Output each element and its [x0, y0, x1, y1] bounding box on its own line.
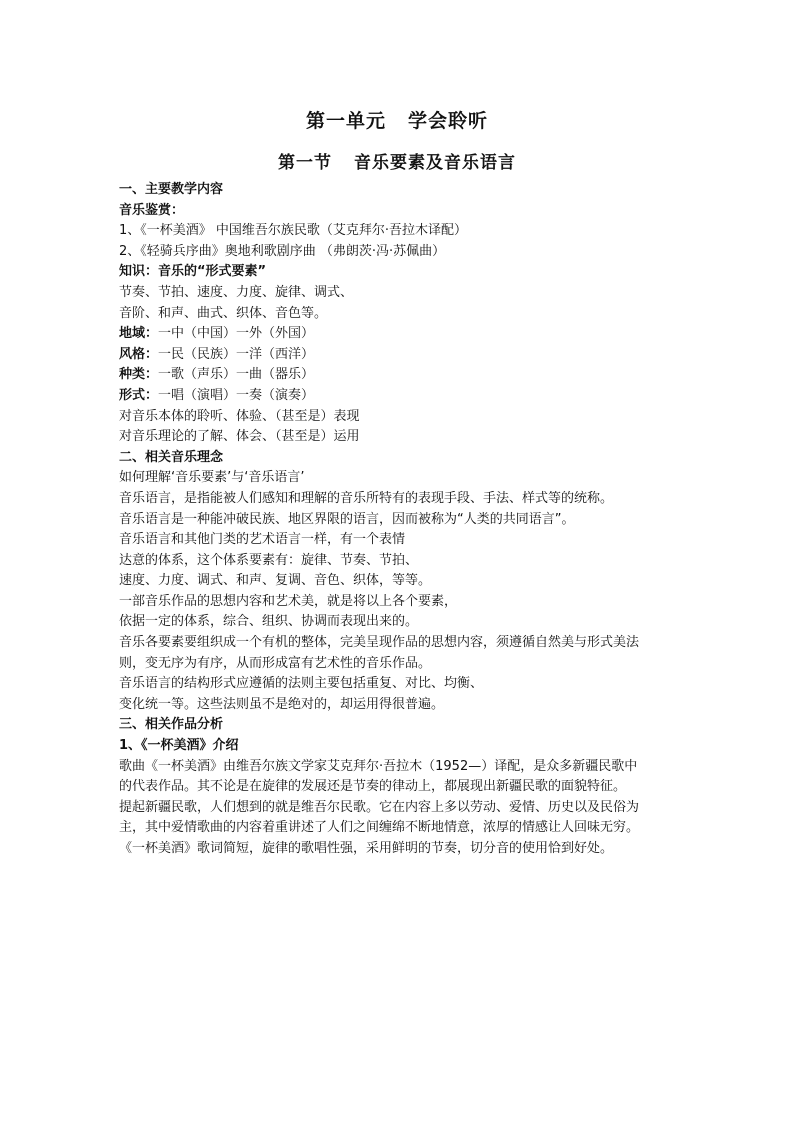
- heading-line: [119, 201, 689, 222]
- text-line: [119, 427, 689, 448]
- unit-title-number: 第一单元: [305, 110, 386, 132]
- text-line: [119, 386, 689, 407]
- text-line: [119, 468, 689, 489]
- line-text: 歌曲《一杯美酒》由维吾尔族文学家艾克拜尔·吾拉木（1952—）译配，是众多新疆民歌中: [119, 758, 638, 774]
- line-text: 提起新疆民歌，人们想到的就是维吾尔民歌。它在内容上多以劳动、爱情、历史以及民俗为: [119, 799, 640, 815]
- text-line: [119, 571, 689, 592]
- unit-title: [0, 106, 794, 133]
- heading-line: [119, 736, 689, 757]
- body-text: [119, 180, 689, 860]
- heading-line: [119, 180, 689, 201]
- line-text: 1、《一杯美酒》介绍: [119, 738, 239, 754]
- line-text: 1、《一杯美酒》 中国维吾尔族民歌（艾克拜尔·吾拉木译配）: [119, 223, 468, 239]
- heading-line: [119, 715, 689, 736]
- heading-line: [119, 262, 689, 283]
- line-text: 依据一定的体系，综合、组织、协调而表现出来的。: [119, 614, 419, 630]
- line-text: 一唱（演唱）一奏（演奏）: [158, 387, 315, 403]
- line-text: 音乐语言是一种能冲破民族、地区界限的语言，因而被称为“人类的共同语言”。: [119, 511, 575, 527]
- line-text: 对音乐理论的了解、体会、（甚至是）运用: [119, 429, 360, 445]
- line-text: 2、《轻骑兵序曲》奥地利歌剧序曲 （弗朗茨·冯·苏佩曲）: [119, 243, 446, 259]
- line-text: 节奏、节拍、速度、力度、旋律、调式、: [119, 284, 354, 300]
- text-line: [119, 757, 689, 778]
- line-label: 风格：: [119, 346, 159, 362]
- text-line: [119, 345, 689, 366]
- text-line: [119, 551, 689, 572]
- text-line: [119, 221, 689, 242]
- heading-line: [119, 448, 689, 469]
- text-line: [119, 674, 689, 695]
- text-line: [119, 242, 689, 263]
- line-text: 音乐语言和其他门类的艺术语言一样，有一个表情: [119, 532, 406, 548]
- text-line: [119, 324, 689, 345]
- line-text: 音阶、和声、曲式、织体、音色等。: [119, 305, 328, 321]
- text-line: [119, 612, 689, 633]
- line-text: 二、相关音乐理念: [119, 449, 224, 465]
- section-title-name: 音乐要素及音乐语言: [354, 153, 516, 173]
- text-line: [119, 633, 689, 654]
- line-text: 一歌（声乐）一曲（器乐）: [158, 367, 315, 383]
- text-line: [119, 695, 689, 716]
- line-label: 种类：: [119, 367, 159, 383]
- text-line: [119, 365, 689, 386]
- line-text: 主，其中爱情歌曲的内容着重讲述了人们之间缠绵不断地情意，浓厚的情感让人回味无穷。: [119, 820, 640, 836]
- line-text: 达意的体系，这个体系要素有：旋律、节奏、节拍、: [119, 552, 419, 568]
- line-text: 对音乐本体的聆听、体验、（甚至是）表现: [119, 408, 360, 424]
- section-title: [0, 148, 794, 173]
- line-text: 音乐语言的结构形式应遵循的法则主要包括重复、对比、均衡、: [119, 676, 484, 692]
- text-line: [119, 530, 689, 551]
- line-text: 则，变无序为有序，从而形成富有艺术性的音乐作品。: [119, 655, 432, 671]
- text-line: [119, 304, 689, 325]
- text-line: [119, 654, 689, 675]
- line-text: 变化统一等。这些法则虽不是绝对的，却运用得很普遍。: [119, 696, 445, 712]
- line-text: 一部音乐作品的思想内容和艺术美，就是将以上各个要素，: [119, 593, 458, 609]
- text-line: [119, 839, 689, 860]
- line-text: 《一杯美酒》歌词简短，旋律的歌唱性强，采用鲜明的节奏，切分音的使用恰到好处。: [119, 841, 614, 856]
- line-text: 知识：音乐的“形式要素”: [119, 264, 267, 280]
- line-label: 形式：: [119, 387, 159, 403]
- unit-title-name: 学会聆听: [408, 110, 489, 132]
- text-line: [119, 818, 689, 839]
- line-text: 如何理解‘音乐要素’与‘音乐语言’: [119, 470, 305, 486]
- line-text: 的代表作品。其不论是在旋律的发展还是节奏的律动上，都展现出新疆民歌的面貌特征。: [119, 779, 627, 795]
- text-line: [119, 407, 689, 428]
- line-text: 速度、力度、调式、和声、复调、音色、织体，等等。: [119, 573, 432, 589]
- line-text: 一民（民族）一洋（西洋）: [158, 346, 315, 362]
- line-text: 音乐鉴赏：: [119, 202, 185, 218]
- text-line: [119, 777, 689, 798]
- line-text: 一中（中国）一外（外国）: [158, 326, 315, 342]
- text-line: [119, 489, 689, 510]
- section-title-number: 第一节: [278, 153, 332, 173]
- line-label: 地域：: [119, 326, 159, 342]
- line-text: 一、主要教学内容: [119, 182, 224, 197]
- line-text: 音乐各要素要组织成一个有机的整体，完美呈现作品的思想内容，须遵循自然美与形式美法: [119, 635, 640, 651]
- text-line: [119, 510, 689, 531]
- text-line: [119, 283, 689, 304]
- line-text: 音乐语言，是指能被人们感知和理解的音乐所特有的表现手段、手法、样式等的统称。: [119, 490, 614, 506]
- line-text: 三、相关作品分析: [119, 717, 224, 733]
- text-line: [119, 592, 689, 613]
- text-line: [119, 798, 689, 819]
